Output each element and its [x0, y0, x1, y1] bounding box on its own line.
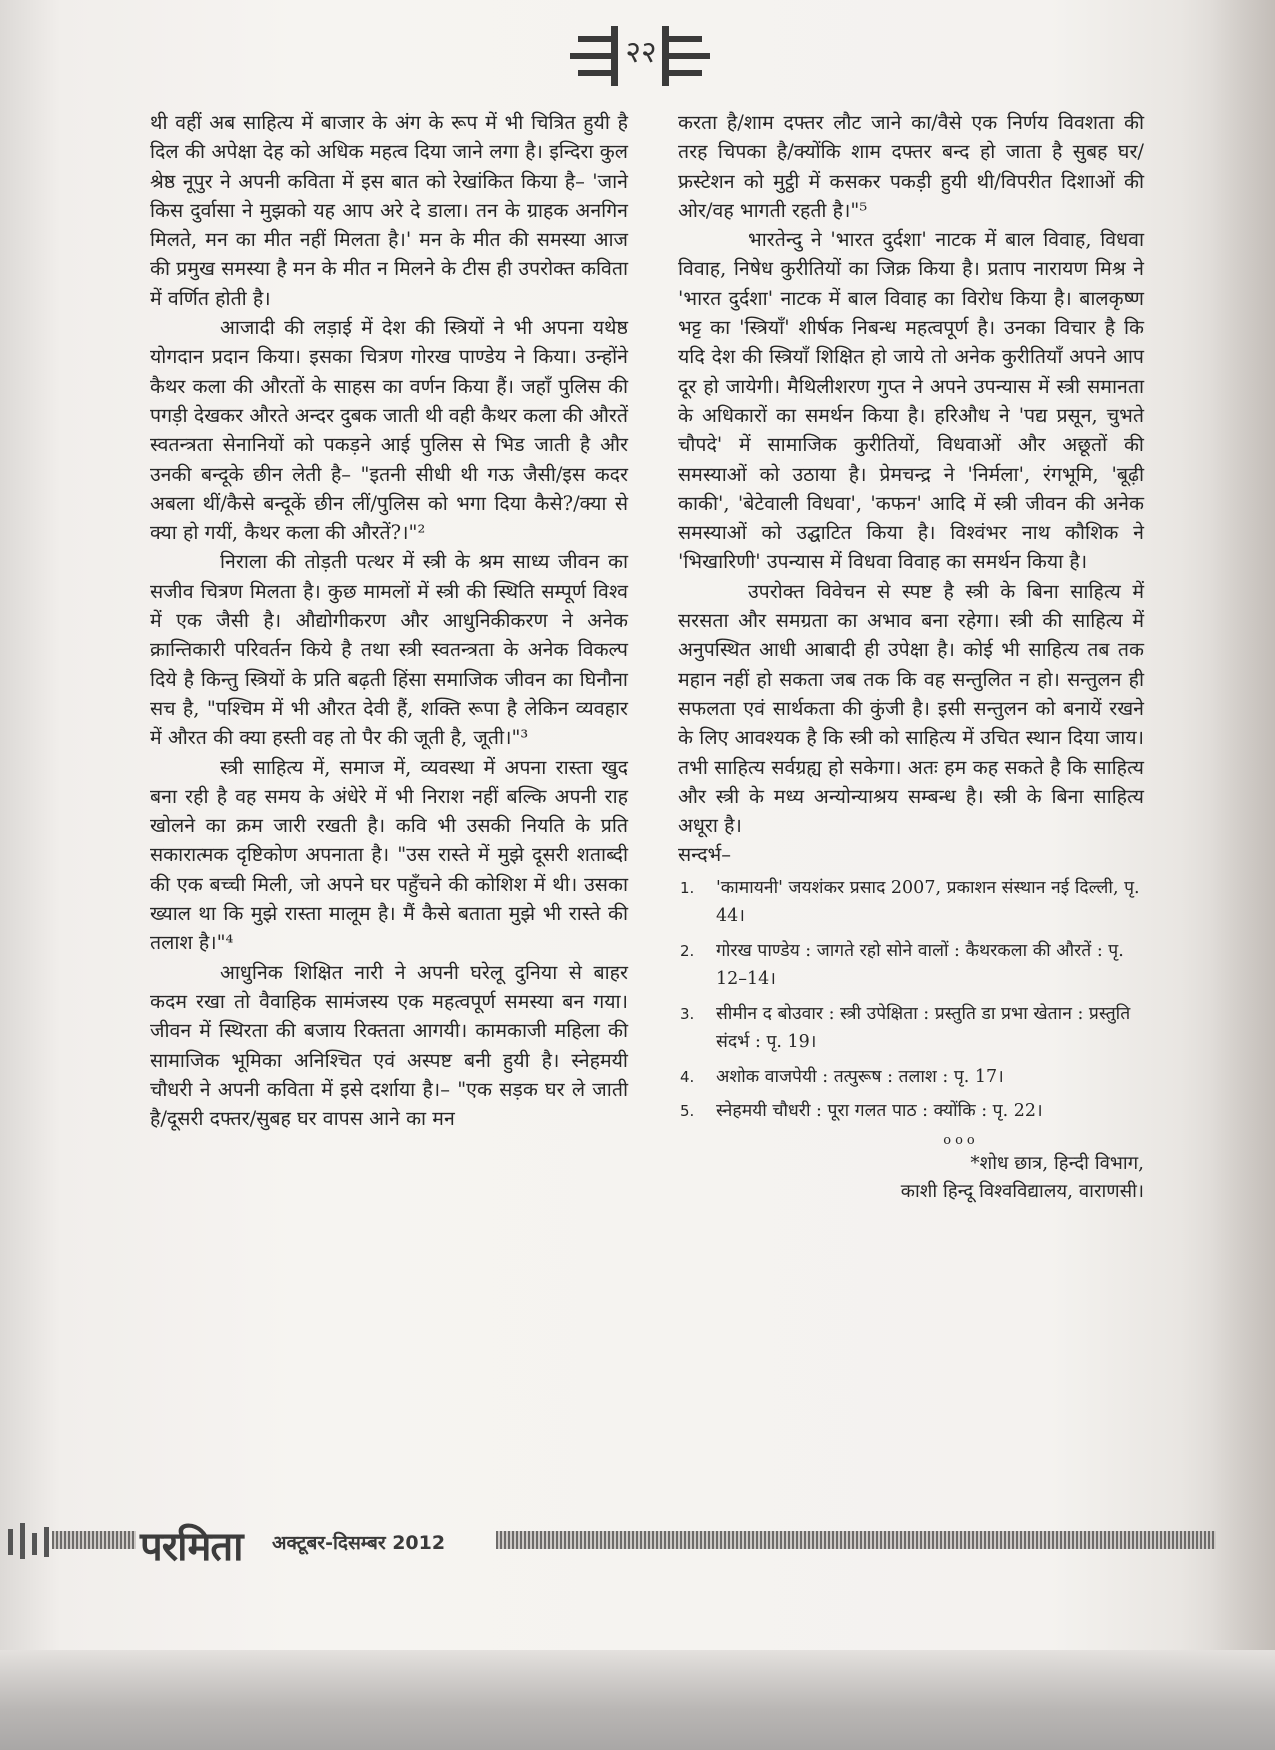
reference-item: 5. स्नेहमयी चौधरी : पूरा गलत पाठ : क्योंकि : पृ. 22।	[680, 1101, 1043, 1122]
reference-item: 1. 'कामायनी' जयशंकर प्रसाद 2007, प्रकाशन संस्थान नई दिल्ली, पृ. 44।	[680, 877, 1140, 927]
author-affiliation-line1: *शोध छात्र, हिन्दी विभाग,	[970, 1152, 1144, 1174]
page-header	[570, 20, 710, 90]
issue-date: अक्टूबर-दिसम्बर 2012	[272, 1532, 446, 1554]
reference-item: 2. गोरख पाण्डेय : जागते रहो सोने वालों : कैथरकला की औरतें : पृ. 12–14।	[680, 940, 1124, 990]
reference-item: 4. अशोक वाजपेयी : तत्पुरूष : तलाश : पृ. 17।	[680, 1066, 1004, 1087]
reference-item: 3. सीमीन द बोउवार : स्त्री उपेक्षिता : प्रस्तुति डा प्रभा खेतान : प्रस्तुति संदर्भ : पृ. 19।	[680, 1003, 1131, 1053]
left-column	[150, 108, 628, 1133]
right-column	[678, 108, 1144, 1207]
header-ornament-right	[662, 26, 710, 86]
paragraph: करता है/शाम दफ्तर लौट जाने का/वैसे एक निर्णय विवशता की तरह चिपका है/क्योंकि शाम दफ्तर बन्द हो जाता है सुबह घर/फ्रस्टेशन को मुट्ठी में कसकर पकड़ी हुयी थी/विपरीत दिशाओं की ओर/वह भागती रहती है।"⁵	[678, 111, 1144, 222]
paragraph: आधुनिक शिक्षित नारी ने अपनी घरेलू दुनिया से बाहर कदम रखा तो वैवाहिक सामंजस्य एक महत्वपूर्ण समस्या बन गया। जीवन में स्थिरता की बजाय रिक्तता आगयी। कामकाजी महिला की सामाजिक भूमिका अनिश्चित एवं अस्पष्ट बनी हुयी है। स्नेहमयी चौधरी ने अपनी कविता में इसे दर्शाया है।– "एक सड़क घर ले जाती है/दूसरी दफ्तर/सुबह घर वापस आने का मन	[150, 960, 628, 1131]
references-heading: सन्दर्भ–	[678, 843, 732, 867]
page-edge-shadow	[1210, 0, 1275, 1650]
header-ornament-left	[570, 26, 618, 86]
paragraph: उपरोक्त विवेचन से स्पष्ट है स्त्री के बिना साहित्य में सरसता और समग्रता का अभाव बना रहेगा। स्त्री की साहित्य में अनुपस्थित आधी आबादी ही उपेक्षा है। कोई भी साहित्य तब तक महान नहीं हो सकता जब तक कि वह सन्तुलित न हो। सन्तुलन ही सफलता एवं सार्थकता की कुंजी है। इसी सन्तुलन को बनायें रखने के लिए आवश्यक है कि स्त्री को साहित्य में उचित स्थान दिया जाय। तभी साहित्य सर्वग्रह्य हो सकेगा। अतः हम कह सकते है कि साहित्य और स्त्री के मध्य अन्योन्याश्रय सम्बन्ध है। स्त्री के बिना साहित्य अधूरा है।	[678, 579, 1144, 838]
section-separator: ooo	[943, 1132, 979, 1148]
paragraph: निराला की तोड़ती पत्थर में स्त्री के श्रम साध्य जीवन का सजीव चित्रण मिलता है। कुछ मामलों में स्त्री की स्थिति सम्पूर्ण विश्व में एक जैसी है। औद्योगीकरण और आधुनिकीकरण ने अनेक क्रान्तिकारी परिवर्तन किये है तथा स्त्री स्वतन्त्रता के अनेक विकल्प दिये है किन्तु स्त्रियों के प्रति बढ़ती हिंसा समाजिक जीवन का घिनौना सच है, "पश्चिम में भी औरत देवी हैं, शक्ति रूपा है लेकिन व्यवहार में औरत की क्या हस्ती वह तो पैर की जूती है, जूती।"³	[150, 550, 628, 750]
page-number: २२	[625, 35, 657, 70]
paragraph: आजादी की लड़ाई में देश की स्त्रियों ने भी अपना यथेष्ठ योगदान प्रदान किया। इसका चित्रण गोरख पाण्डेय ने किया। उन्होंने कैथर कला की औरतों के साहस का वर्णन किया हैं। जहाँ पुलिस की पगड़ी देखकर औरते अन्दर दुबक जाती थी वही कैथर कला की औरतें स्वतन्त्रता सेनानियों को पकड़ने आई पुलिस से भिड जाती है और उनकी बन्दूके छीन लेती है– "इतनी सीधी थी गऊ जैसी/इस कदर अबला थीं/कैसे बन्दूकें छीन लीं/पुलिस को भगा दिया कैसे?/क्या से क्या हो गयीं, कैथर कला की औरतें?।"²	[150, 316, 628, 545]
magazine-logo: परमिता	[140, 1524, 243, 1570]
paragraph: भारतेन्दु ने 'भारत दुर्दशा' नाटक में बाल विवाह, विधवा विवाह, निषेध कुरीतियों का जिक्र किया है। प्रताप नारायण मिश्र ने 'भारत दुर्दशा' नाटक में बाल विवाह का विरोध किया है। बालकृष्ण भट्ट का 'स्त्रियाँ' शीर्षक निबन्ध महत्वपूर्ण है। उनका विचार है कि यदि देश की स्त्रियाँ शिक्षित हो जाये तो अनेक कुरीतियाँ अपने आप दूर हो जायेगी। मैथिलीशरण गुप्त ने अपने उपन्यास में स्त्री समानता के अधिकारों का समर्थन किया है। हरिऔध ने 'पद्य प्रसून, चुभते चौपदे' में सामाजिक कुरीतियों, विधवाओं और अछूतों की समस्याओं को उठाया है। प्रेमचन्द्र ने 'निर्मला', रंगभूमि, 'बूढ़ी काकी', 'बेटेवाली विधवा', 'कफन' आदि में स्त्री जीवन की अनेक समस्याओं को उद्घाटित किया है। विश्वंभर नाथ कौशिक ने 'भिखारिणी' उपन्यास में विधवा विवाह का समर्थन किया है।	[678, 228, 1144, 574]
paragraph: स्त्री साहित्य में, समाज में, व्यवस्था में अपना रास्ता खुद बना रही है वह समय के अंधेरे में भी निराश नहीं बल्कि अपनी राह खोलने का क्रम जारी रखती है। कवि भी उसकी नियति के प्रति सकारात्मक दृष्टिकोण अपनाता है। "उस रास्ते में मुझे दूसरी शताब्दी की एक बच्ची मिली, जो अपने घर पहुँचने की कोशिश में थी। उसका ख्याल था कि मुझे रास्ता मालूम है। मैं कैसे बताता मुझे भी रास्ते की तलाश है।"⁴	[150, 755, 628, 955]
scan-bottom-shadow	[0, 1650, 1275, 1750]
footer-rule-left	[52, 1531, 136, 1549]
page-footer	[0, 1515, 1275, 1575]
paragraph: थी वहीं अब साहित्य में बाजार के अंग के रूप में भी चित्रित हुयी है दिल की अपेक्षा देह को अधिक महत्व दिया जाने लगा है। इन्दिरा कुल श्रेष्ठ नूपुर ने अपनी कविता में इस बात को रेखांकित किया है– 'जाने किस दुर्वासा ने मुझको यह आप अरे दे डाला। तन के ग्राहक अनगिन मिलते, मन का मीत नहीं मिलता है।' मन के मीत की समस्या आज की प्रमुख समस्या है मन के मीत न मिलने के टीस ही उपरोक्त कविता में वर्णित होती है।	[150, 111, 628, 310]
references-list	[678, 874, 1144, 1126]
author-affiliation-line2: काशी हिन्दू विश्वविद्यालय, वाराणसी।	[900, 1181, 1144, 1203]
footer-rule-right	[496, 1531, 1216, 1549]
